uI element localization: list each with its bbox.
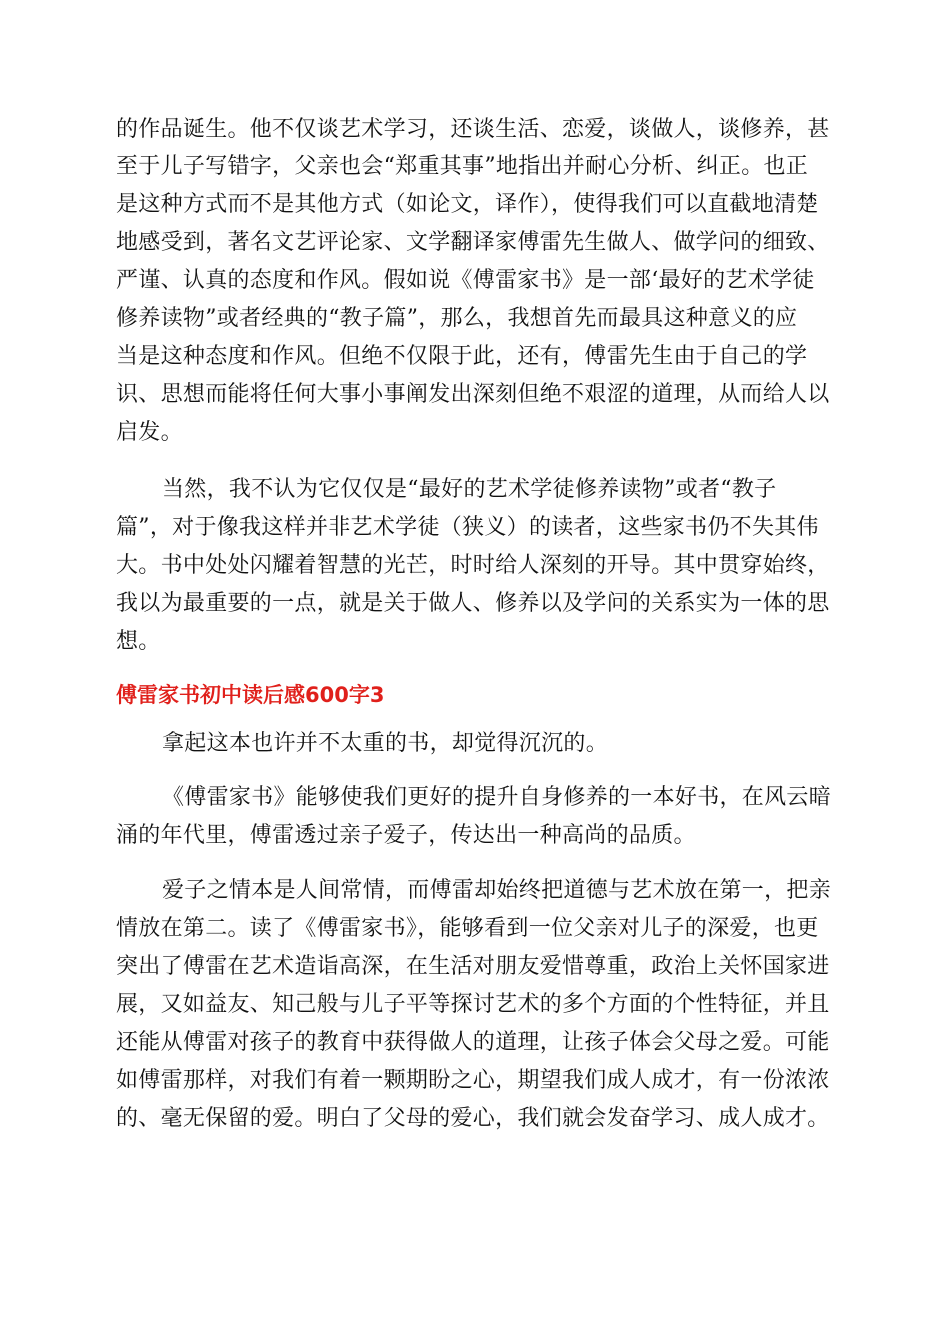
paragraph-line: 识、思想而能将任何大事小事阐发出深刻但绝不艰涩的道理，从而给人以 <box>116 382 830 407</box>
paragraph-line: 如傅雷那样，对我们有着一颗期盼之心，期望我们成人成才，有一份浓浓 <box>116 1068 830 1093</box>
paragraph-line: 修养读物”或者经典的“教子篇”，那么，我想首先而最具这种意义的应 <box>116 306 798 331</box>
section-heading: 傅雷家书初中读后感600字3 <box>116 683 385 707</box>
paragraph-line: 突出了傅雷在艺术造诣高深，在生活对朋友爱惜尊重，政治上关怀国家进 <box>116 954 830 979</box>
paragraph-line: 严谨、认真的态度和作风。假如说《傅雷家书》是一部‘最好的艺术学徒 <box>116 268 815 293</box>
paragraph-line: 至于儿子写错字，父亲也会“郑重其事”地指出并耐心分析、纠正。也正 <box>116 154 809 179</box>
paragraph-line: 地感受到，著名文艺评论家、文学翻译家傅雷先生做人、做学问的细致、 <box>116 230 830 255</box>
paragraph-line: 大。书中处处闪耀着智慧的光芒，时时给人深刻的开导。其中贯穿始终， <box>116 553 830 578</box>
paragraph-line: 《傅雷家书》能够使我们更好的提升自身修养的一本好书，在风云暗 <box>162 785 832 810</box>
paragraph-line: 篇”，对于像我这样并非艺术学徒（狭义）的读者，这些家书仍不失其伟 <box>116 515 819 540</box>
paragraph-line: 当是这种态度和作风。但绝不仅限于此，还有，傅雷先生由于自己的学 <box>116 344 808 369</box>
paragraph-line: 的、毫无保留的爱。明白了父母的爱心，我们就会发奋学习、成人成才。 <box>116 1106 830 1131</box>
paragraph-line: 情放在第二。读了《傅雷家书》，能够看到一位父亲对儿子的深爱，也更 <box>116 916 819 941</box>
paragraph-line: 的作品诞生。他不仅谈艺术学习，还谈生活、恋爱，谈做人，谈修养，甚 <box>116 117 830 142</box>
paragraph-line: 爱子之情本是人间常情，而傅雷却始终把道德与艺术放在第一，把亲 <box>162 878 832 903</box>
paragraph-line: 想。 <box>116 629 161 654</box>
paragraph-line: 启发。 <box>116 420 183 445</box>
paragraph-line: 展，又如益友、知己般与儿子平等探讨艺术的多个方面的个性特征，并且 <box>116 992 830 1017</box>
paragraph-line: 拿起这本也许并不太重的书，却觉得沉沉的。 <box>162 731 609 756</box>
paragraph-line: 当然，我不认为它仅仅是“最好的艺术学徒修养读物”或者“教子 <box>162 477 777 502</box>
paragraph-line: 我以为最重要的一点，就是关于做人、修养以及学问的关系实为一体的思 <box>116 591 830 616</box>
paragraph-line: 是这种方式而不是其他方式（如论文，译作），使得我们可以直截地清楚 <box>116 192 819 217</box>
paragraph-line: 涌的年代里，傅雷透过亲子爱子，传达出一种高尚的品质。 <box>116 823 696 848</box>
paragraph-line: 还能从傅雷对孩子的教育中获得做人的道理，让孩子体会父母之爱。可能 <box>116 1030 830 1055</box>
